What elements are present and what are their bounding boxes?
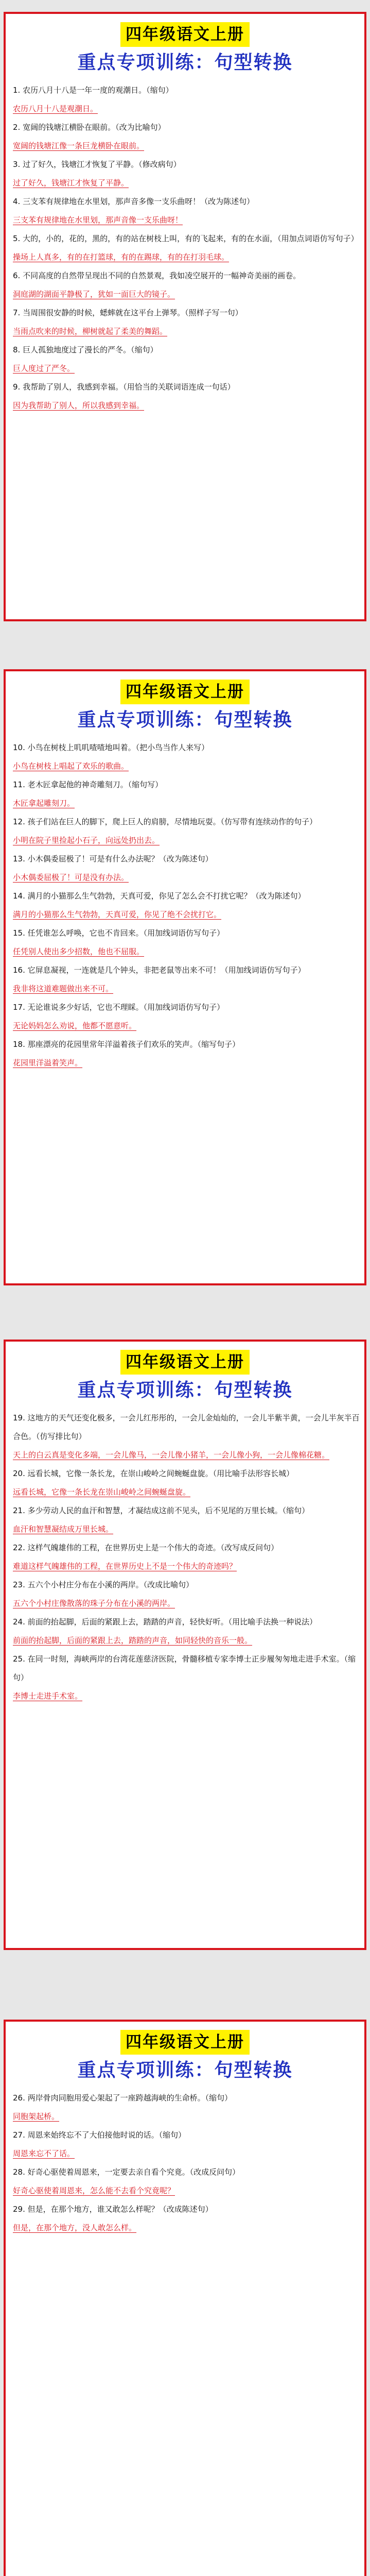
grade-title: 四年级语文上册 (120, 1350, 250, 1375)
answer-text: 小明在院子里捡起小石子，向远处扔出去。 (13, 836, 160, 845)
question-text: 26. 两岸骨肉同胞用爱心架起了一座跨越海峡的生命桥。（缩句） (13, 2093, 233, 2103)
exercise-item (6, 303, 364, 341)
question-text: 3. 过了好久，钱塘江才恢复了平静。（修改病句） (13, 160, 181, 169)
answer-text: 当雨点吹来的时候，柳树就起了柔美的舞蹈。 (13, 327, 168, 336)
exercise-item (6, 1650, 364, 1705)
question-text: 2. 宽阔的钱塘江横卧在眼前。（改为比喻句） (13, 123, 166, 132)
exercise-item (6, 378, 364, 415)
exercise-sheet-4 (4, 2020, 366, 2576)
exercise-item (6, 341, 364, 378)
answer-text: 但是，在那个地方，没人敢怎么样。 (13, 2223, 137, 2232)
answer-text: 我非将这道难题做出来不可。 (13, 984, 114, 993)
question-text: 1. 农历八月十八是一年一度的观潮日。（缩句） (13, 86, 173, 95)
question-text: 21. 多少劳动人民的血汗和智慧，才凝结成这前不见头，后不见尾的万里长城。（缩句） (13, 1506, 310, 1515)
question-text: 17. 无论谁说多少好话，它也不理睬。（用加线词语仿写句子） (13, 1003, 225, 1012)
answer-text: 同胞架起桥。 (13, 2112, 60, 2121)
answer-text: 操场上人真多，有的在打篮球，有的在踢球，有的在打羽毛球。 (13, 252, 230, 262)
exercise-item (6, 2200, 364, 2237)
question-text: 4. 三支苯有规律地在水里划，那声音多像一支乐曲呀！（改为陈述句） (13, 197, 255, 206)
question-text: 14. 满月的小猫那么生气勃勃，天真可爱，你见了怎么会不打扰它呢？（改为陈述句） (13, 891, 306, 901)
question-text: 29. 但是，在那个地方，谁又敢怎么样呢？（改成陈述句） (13, 2205, 213, 2214)
answer-text: 前面的抬起脚，后面的紧跟上去，踏踏的声音，如同轻快的音乐一般。 (13, 1636, 253, 1645)
grade-title: 四年级语文上册 (120, 2030, 250, 2055)
exercise-item (6, 1501, 364, 1538)
exercise-item (6, 2126, 364, 2163)
grade-title: 四年级语文上册 (120, 22, 250, 47)
answer-text: 三支苯有规律地在水里划，那声音像一支乐曲呀！ (13, 215, 183, 225)
section-subtitle: 重点专项训练：句型转换 (77, 52, 293, 73)
answer-text: 木匠拿起雕刻刀。 (13, 799, 75, 808)
section-subtitle: 重点专项训练：句型转换 (77, 1380, 293, 1401)
answer-text: 满月的小猫那么生气勃勃，天真可爱，你见了绝不会扰打它。 (13, 910, 222, 919)
exercise-item (6, 266, 364, 303)
exercise-item (6, 155, 364, 192)
exercise-item (6, 81, 364, 118)
exercise-item (6, 1575, 364, 1613)
question-text: 24. 前面的抬起脚，后面的紧跟上去，踏踏的声音，轻快好听。（用比喻手法换一种说法） (13, 1617, 318, 1626)
question-text: 20. 远看长城，它像一条长龙，在崇山峻岭之间蜿蜒盘旋。（用比喻手法形容长城） (13, 1469, 294, 1478)
question-text: 7. 当周围很安静的时候，蟋蟀就在这平台上弹琴。（照样子写一句） (13, 308, 243, 317)
exercise-item (6, 2089, 364, 2126)
question-text: 23. 五六个小村庄分布在小溪的两岸。（改成比喻句） (13, 1580, 194, 1589)
answer-text: 周恩来忘不了话。 (13, 2149, 75, 2158)
answer-text: 天上的白云真是变化多端，一会儿像马，一会儿像小猪羊，一会儿像小狗，一会儿像棉花糖。 (13, 1450, 330, 1460)
exercise-item (6, 924, 364, 961)
exercise-sheet-2 (4, 669, 366, 1285)
answer-text: 小鸟在树枝上唱起了欢乐的歌曲。 (13, 761, 129, 771)
exercise-sheet-3 (4, 1340, 366, 1950)
exercise-item (6, 118, 364, 155)
answer-text: 小木偶委屈极了！可是没有办法。 (13, 873, 129, 882)
question-text: 9. 我帮助了别人，我感到幸福。（用恰当的关联词语连成一句话） (13, 382, 235, 392)
question-text: 19. 这地方的天气还变化极多，一会儿红彤彤的，一会儿金灿灿的，一会儿半紫半黄，一会儿半灰半百合色。（仿写排比句） (13, 1413, 360, 1441)
exercise-item (6, 738, 364, 775)
question-text: 11. 老木匠拿起他的神奇雕刻刀。（缩句写） (13, 780, 163, 789)
exercise-item (6, 775, 364, 812)
exercise-item (6, 1613, 364, 1650)
grade-title: 四年级语文上册 (120, 680, 250, 704)
question-text: 6. 不同高度的自然带呈现出不同的自然景观，我如凌空展开的一幅神奇美丽的画卷。 (13, 271, 301, 280)
exercise-item (6, 998, 364, 1035)
answer-text: 宽阔的钱塘江像一条巨龙横卧在眼前。 (13, 141, 145, 150)
question-text: 5. 大的，小的，花的，黑的，有的站在树枝上叫，有的飞起来，有的在水面，（用加点词语仿写句子） (13, 234, 359, 243)
question-text: 10. 小鸟在树枝上叽叽喳喳地叫着。（把小鸟当作人来写） (13, 743, 209, 752)
exercise-item (6, 1409, 364, 1464)
question-text: 15. 任凭谁怎么呼唤，它也不肯回来。（用加线词语仿写句子） (13, 928, 225, 938)
answer-text: 好奇心驱使着周恩来，怎么能不去看个究竟呢？ (13, 2186, 175, 2195)
exercise-item (6, 229, 364, 266)
section-subtitle: 重点专项训练：句型转换 (77, 2060, 293, 2081)
question-text: 18. 那座漂亮的花园里常年洋溢着孩子们欢乐的笑声。（缩写句子） (13, 1040, 240, 1049)
answer-text: 花园里洋溢着笑声。 (13, 1058, 83, 1067)
answer-text: 李博士走进手术室。 (13, 1691, 83, 1701)
answer-text: 过了好久，钱塘江才恢复了平静。 (13, 178, 129, 188)
exercise-item (6, 812, 364, 850)
answer-text: 任凭别人使出多少招数，他也不屈服。 (13, 947, 145, 956)
answer-text: 难道这样气魄雄伟的工程，在世界历史上不是一个伟大的奇迹吗？ (13, 1562, 237, 1571)
question-text: 8. 巨人孤独地度过了漫长的严冬。（缩句） (13, 345, 158, 354)
exercise-item (6, 1464, 364, 1501)
answer-text: 农历八月十八是观潮日。 (13, 104, 98, 113)
section-subtitle: 重点专项训练：句型转换 (77, 709, 293, 731)
exercise-item (6, 2163, 364, 2200)
answer-text: 无论妈妈怎么劝说，他都不愿意听。 (13, 1021, 137, 1030)
exercise-item (6, 850, 364, 887)
exercise-item (6, 961, 364, 998)
exercise-sheet-1 (4, 12, 366, 621)
question-text: 27. 周恩来始终忘不了大伯接他时说的话。（缩句） (13, 2130, 186, 2140)
question-text: 13. 小木偶委屈极了！可是有什么办法呢？（改为陈述句） (13, 854, 213, 863)
answer-text: 远看长城，它像一条长龙在崇山峻岭之间蜿蜒盘旋。 (13, 1487, 191, 1497)
question-text: 22. 这样气魄雄伟的工程，在世界历史上是一个伟大的奇迹。（改写成反问句） (13, 1543, 279, 1552)
question-text: 16. 它屏息凝视，一连就是几个钟头，非把老鼠等出来不可！（用加线词语仿写句子） (13, 965, 306, 975)
exercise-item (6, 1035, 364, 1072)
answer-text: 洞庭湖的湖面平静极了，犹如一面巨大的镜子。 (13, 290, 175, 299)
answer-text: 血汗和智慧凝结成万里长城。 (13, 1524, 114, 1534)
exercise-item (6, 887, 364, 924)
exercise-item (6, 192, 364, 229)
answer-text: 五六个小村庄像散落的珠子分布在小溪的两岸。 (13, 1599, 175, 1608)
question-text: 25. 在同一时刻，海峡两岸的台湾花莲慈济医院，骨髓移植专家李博士正步履匆匆地走进手术室。（缩句） (13, 1654, 356, 1682)
answer-text: 因为我帮助了别人，所以我感到幸福。 (13, 401, 145, 410)
answer-text: 巨人度过了严冬。 (13, 364, 75, 373)
question-text: 28. 好奇心驱使着周恩来，一定要去亲自看个究竟。（改成反问句） (13, 2167, 240, 2177)
exercise-item (6, 1538, 364, 1575)
question-text: 12. 孩子们站在巨人的脚下，爬上巨人的肩膀，尽情地玩耍。（仿写带有连续动作的句子） (13, 817, 318, 826)
